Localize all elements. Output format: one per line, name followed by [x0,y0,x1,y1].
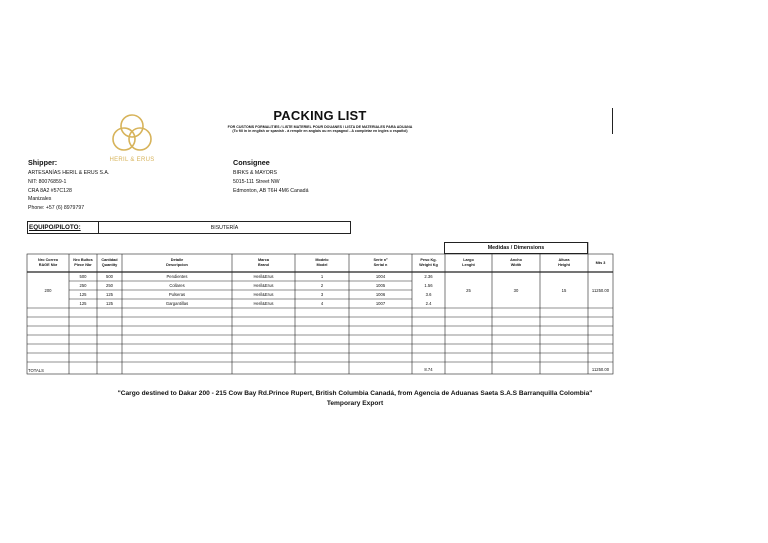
cell-weight: 2.4 [425,301,432,306]
consignee-line: Edmonton, AB T6H 4M6 Canadá [233,187,309,194]
cell-height-merged: 15 [561,288,567,293]
cell-description: Collares [169,283,185,288]
cell-brand: Heril&Erus [253,301,274,306]
cell-weight: 2.36 [424,274,433,279]
col-header-piece [69,258,97,267]
cell-serial: 1004 [375,274,386,279]
cell-length-merged: 25 [466,288,471,293]
col-header-weight [412,258,445,267]
col-header-line: Piece Nbr [74,262,92,267]
totals-label: TOTALS [28,368,44,373]
cell-weight: 3.6 [425,292,432,297]
col-header-line: Nro Correo [37,258,59,262]
shipper-line: Phone: +57 (6) 8979797 [28,205,85,212]
col-header-rage [27,258,69,267]
document-subtitle-1: FOR CUSTOMS FORMALITIES / LISTE MATERIEL POUR DOUANES / LISTA DE MATERIALES PARA ADUANA [227,125,413,129]
col-header-line: Brand [258,262,269,267]
shipper-line: Manizales [28,196,52,203]
col-header-line: RAGE Nbr [38,262,58,267]
col-header-line: Peso Kg. [420,258,437,262]
col-header-line: Marca [258,258,269,262]
cell-serial: 1006 [375,292,386,297]
col-header-line: Weight Kg [419,262,438,267]
shipper-line: ARTESANÍAS HERIL & ERUS S.A. [28,170,110,176]
col-header-line: Altura [558,258,570,262]
col-header-line: Ancho [510,258,522,262]
cargo-destination-note: "Cargo destined to Dakar 200 - 215 Cow Bay Rd.Prince Rupert, British Columbia Canadá, from Agencia de Aduanas Saeta S.A.S Barranquilla Colombia" [117,390,593,397]
col-header-model [295,258,349,267]
cell-quantity: 125 [106,301,113,306]
col-header-line: Lenght [462,262,475,267]
cell-quantity: 125 [106,292,113,297]
logo-text: HERIL & ERUS [109,157,155,163]
col-header-line: Mts 3 [595,261,606,265]
col-header-line: Model [316,262,328,267]
totals-weight: 8.74 [424,367,433,372]
cell-weight: 1.56 [424,283,433,288]
cell-brand: Heril&Erus [253,292,274,297]
cell-piece: 250 [79,283,87,288]
col-header-width [492,258,540,267]
cell-serial: 1007 [375,301,386,306]
consignee-line: 5015-111 Street NW [233,178,280,185]
col-header-height [540,258,588,267]
equipo-value: BISUTERÍA [210,225,239,231]
consignee-line: BIRKS & MAYORS [233,170,278,176]
col-header-line: Detalle [170,258,184,262]
col-header-quantity [97,258,122,267]
cell-piece: 500 [79,274,87,279]
cell-model: 4 [320,301,324,306]
col-header-line: Modelo [315,258,329,262]
totals-m3: 11250.00 [591,367,610,372]
col-header-line: Width [510,262,522,267]
shipper-line: CRA 8A2 #57C128 [28,187,72,194]
cell-model: 2 [320,283,324,288]
cell-brand: Heril&Erus [253,274,274,279]
col-header-line: Serie nº [373,258,388,262]
cell-description: Gargantillas [165,301,189,306]
consignee-heading: Consignee [233,158,270,167]
cell-quantity: 250 [106,283,113,288]
col-header-brand [232,258,295,267]
shipper-heading: Shipper: [28,158,58,167]
col-header-line: Quantity [101,262,118,267]
medidas-heading: Medidas / Dimensions [487,245,545,251]
cell-description: Pendientes [166,274,188,279]
document-title: PACKING LIST [273,108,367,123]
col-header-length [445,258,492,267]
document-subtitle-2: (To fill in in english or spanish - à remplir en anglais ou en espagnol - A completar en ingles o español) [232,129,408,133]
cell-model: 3 [320,292,324,297]
cell-rage-merged: 200 [44,288,52,293]
cell-brand: Heril&Erus [253,283,274,288]
col-header-line: Height [558,262,570,267]
col-header-line: Cantidad [101,258,118,262]
cell-m3-merged: 11250.00 [591,288,610,293]
cell-serial: 1005 [375,283,386,288]
shipper-line: NIT: 80076859-1 [28,178,67,185]
cell-quantity: 500 [106,274,113,279]
cell-model: 1 [320,274,324,279]
col-header-line: Serial n [373,262,388,267]
cell-description: Pulseras [168,292,186,297]
cell-width-merged: 30 [513,288,519,293]
cell-piece: 125 [79,301,87,306]
col-header-m3 [588,261,613,266]
export-type-note: Temporary Export [326,400,384,407]
equipo-label: EQUIPO/PILOTO: [29,224,81,231]
col-header-serial [349,258,412,267]
col-header-description [122,258,232,267]
col-header-line: Descripcion [166,262,188,267]
col-header-line: Largo [463,258,474,262]
cell-piece: 125 [79,292,87,297]
col-header-line: Nro Bultos [73,258,93,262]
